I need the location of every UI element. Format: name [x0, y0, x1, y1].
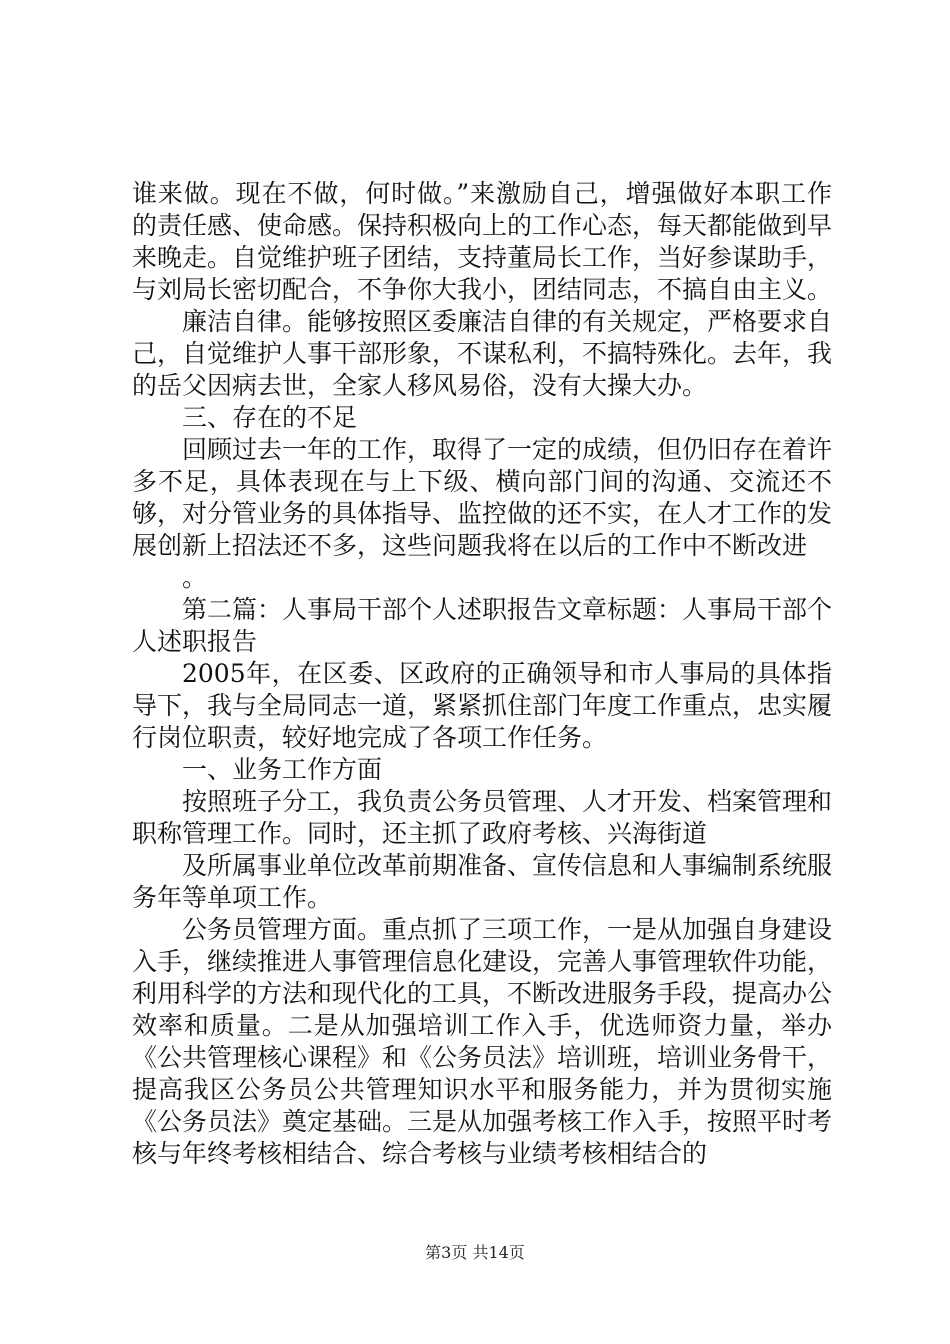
document-body — [132, 178, 832, 1170]
paragraph-9: 按照班子分工，我负责公务员管理、人才开发、档案管理和职称管理工作。同时，还主抓了政府考核、兴海街道 — [132, 787, 833, 848]
paragraph-1: 谁来做。现在不做，何时做。”来激励自己，增强做好本职工作的责任感、使命感。保持积极向上的工作心态，每天都能做到早来晚走。自觉维护班子团结，支持董局长工作，当好参谋助手，与刘局长密切配合，不争你大我小，团结同志，不搞自由主义。 — [132, 179, 833, 304]
section-heading-3: 三、存在的不足 — [182, 403, 358, 432]
paragraph-2: 廉洁自律。能够按照区委廉洁自律的有关规定，严格要求自己，自觉维护人事干部形象，不谋私利，不搞特殊化。去年，我的岳父因病去世，全家人移风易俗，没有大操大办。 — [132, 307, 833, 400]
paragraph-7: 2005年，在区委、区政府的正确领导和市人事局的具体指导下，我与全局同志一道，紧紧抓住部门年度工作重点，忠实履行岗位职责，较好地完成了各项工作任务。 — [132, 659, 833, 752]
chapter-title: 第二篇：人事局干部个人述职报告文章标题：人事局干部个人述职报告 — [132, 595, 833, 656]
paragraph-11: 公务员管理方面。重点抓了三项工作，一是从加强自身建设入手，继续推进人事管理信息化建设，完善人事管理软件功能，利用科学的方法和现代化的工具，不断改进服务手段，提高办公效率和质量。二是从加强培训工作入手，优选师资力量，举办《公共管理核心课程》和《公务员法》培训班，培训业务骨干，提高我区公务员公共管理知识水平和服务能力，并为贯彻实施《公务员法》奠定基础。三是从加强考核工作入手，按照平时考核与年终考核相结合、综合考核与业绩考核相结合的 — [132, 915, 833, 1168]
paragraph-5: 。 — [182, 563, 208, 592]
paragraph-10: 及所属事业单位改革前期准备、宣传信息和人事编制系统服务年等单项工作。 — [132, 851, 833, 912]
section-heading-8: 一、业务工作方面 — [182, 755, 383, 784]
paragraph-4: 回顾过去一年的工作，取得了一定的成绩，但仍旧存在着许多不足，具体表现在与上下级、横向部门间的沟通、交流还不够，对分管业务的具体指导、监控做的还不实，在人才工作的发展创新上招法还不多，这些问题我将在以后的工作中不断改进 — [132, 435, 833, 560]
page-number: 第3页 共14页 — [425, 1243, 525, 1262]
